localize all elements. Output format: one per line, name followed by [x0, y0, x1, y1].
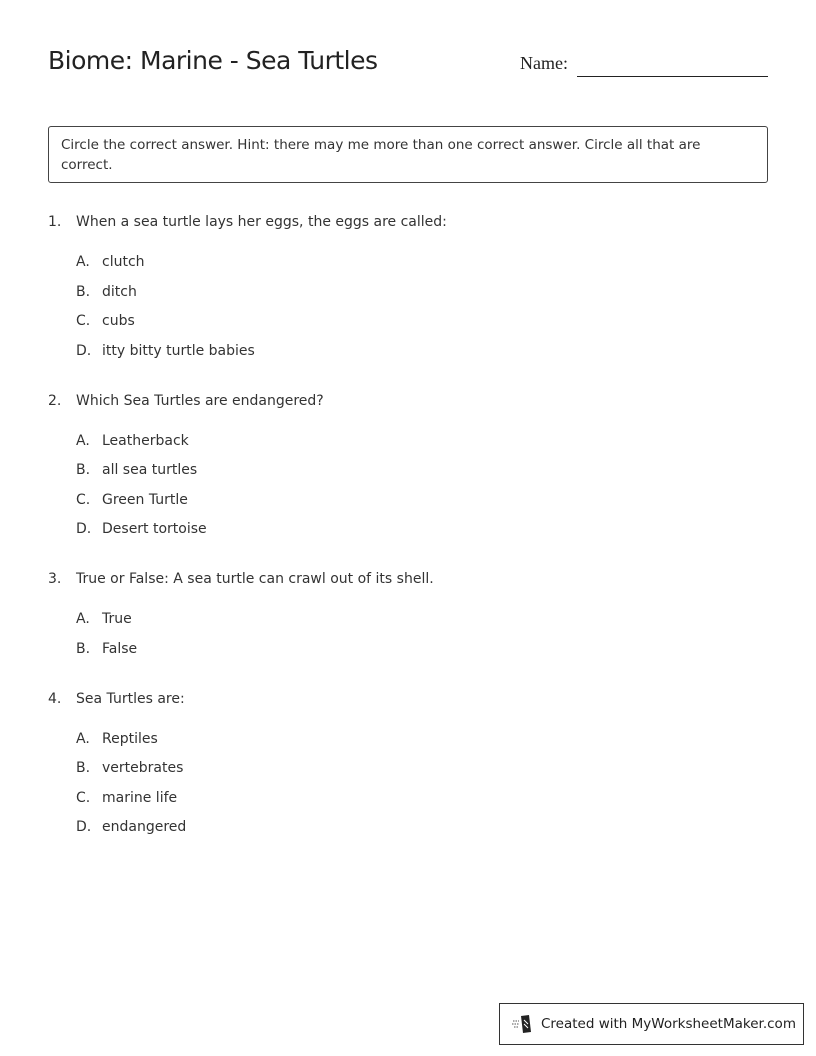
- option-letter: D.: [76, 521, 92, 537]
- page-title: Biome: Marine - Sea Turtles: [48, 46, 378, 75]
- answer-option[interactable]: [48, 816, 768, 846]
- option-letter: A.: [76, 254, 90, 270]
- answer-option[interactable]: [48, 340, 768, 370]
- question-text: When a sea turtle lays her eggs, the eggs are called:: [76, 214, 447, 230]
- answer-option[interactable]: [48, 518, 768, 548]
- option-text: Reptiles: [102, 730, 158, 747]
- option-letter: A.: [76, 730, 90, 747]
- option-letter: B.: [76, 462, 91, 478]
- question-list: [48, 211, 768, 866]
- footer-text: Created with MyWorksheetMaker.com: [541, 1016, 796, 1032]
- option-letter: B.: [76, 760, 91, 776]
- question-2: [48, 390, 768, 548]
- answer-option[interactable]: [48, 430, 768, 460]
- option-text: itty bitty turtle babies: [102, 342, 255, 359]
- option-text: Leatherback: [102, 432, 189, 449]
- question-1: [48, 211, 768, 369]
- option-letter: D.: [76, 342, 92, 359]
- name-label: Name:: [520, 53, 568, 73]
- question-row: [48, 688, 768, 710]
- instructions-box: Circle the correct answer. Hint: there may me more than one correct answer. Circle all that are correct.: [48, 126, 768, 183]
- answer-option[interactable]: [48, 459, 768, 489]
- answer-option[interactable]: [48, 787, 768, 817]
- question-number: 1.: [48, 214, 62, 230]
- option-letter: C.: [76, 491, 91, 508]
- option-letter: D.: [76, 819, 92, 835]
- question-number: 2.: [48, 392, 62, 409]
- option-text: False: [102, 640, 138, 657]
- footer-badge[interactable]: [499, 1003, 804, 1045]
- worksheet-logo-icon: [512, 1014, 534, 1034]
- question-text: Which Sea Turtles are endangered?: [76, 392, 324, 409]
- option-letter: C.: [76, 789, 91, 806]
- name-field-line[interactable]: [577, 76, 768, 77]
- option-letter: B.: [76, 640, 91, 657]
- question-row: [48, 390, 768, 412]
- question-row: [48, 211, 768, 233]
- option-text: vertebrates: [102, 760, 184, 776]
- option-letter: C.: [76, 313, 91, 329]
- option-text: Desert tortoise: [102, 521, 207, 537]
- question-text: Sea Turtles are:: [76, 690, 185, 707]
- answer-option[interactable]: [48, 489, 768, 519]
- answer-option[interactable]: [48, 638, 768, 668]
- answer-option[interactable]: [48, 757, 768, 787]
- question-3: [48, 568, 768, 667]
- answer-option[interactable]: [48, 281, 768, 311]
- answer-option[interactable]: [48, 608, 768, 638]
- question-number: 4.: [48, 690, 62, 707]
- option-text: all sea turtles: [102, 462, 198, 478]
- option-text: True: [102, 611, 132, 627]
- question-row: [48, 568, 768, 590]
- option-text: clutch: [102, 254, 145, 270]
- answer-option[interactable]: [48, 310, 768, 340]
- option-text: endangered: [102, 819, 187, 835]
- option-letter: A.: [76, 611, 90, 627]
- option-text: ditch: [102, 283, 137, 300]
- option-text: Green Turtle: [102, 491, 188, 508]
- option-text: marine life: [102, 789, 178, 806]
- question-text: True or False: A sea turtle can crawl out of its shell.: [76, 571, 434, 587]
- answer-option[interactable]: [48, 728, 768, 758]
- option-letter: A.: [76, 432, 90, 449]
- option-text: cubs: [102, 313, 135, 329]
- answer-option[interactable]: [48, 251, 768, 281]
- question-4: [48, 688, 768, 846]
- question-number: 3.: [48, 571, 62, 587]
- option-letter: B.: [76, 283, 91, 300]
